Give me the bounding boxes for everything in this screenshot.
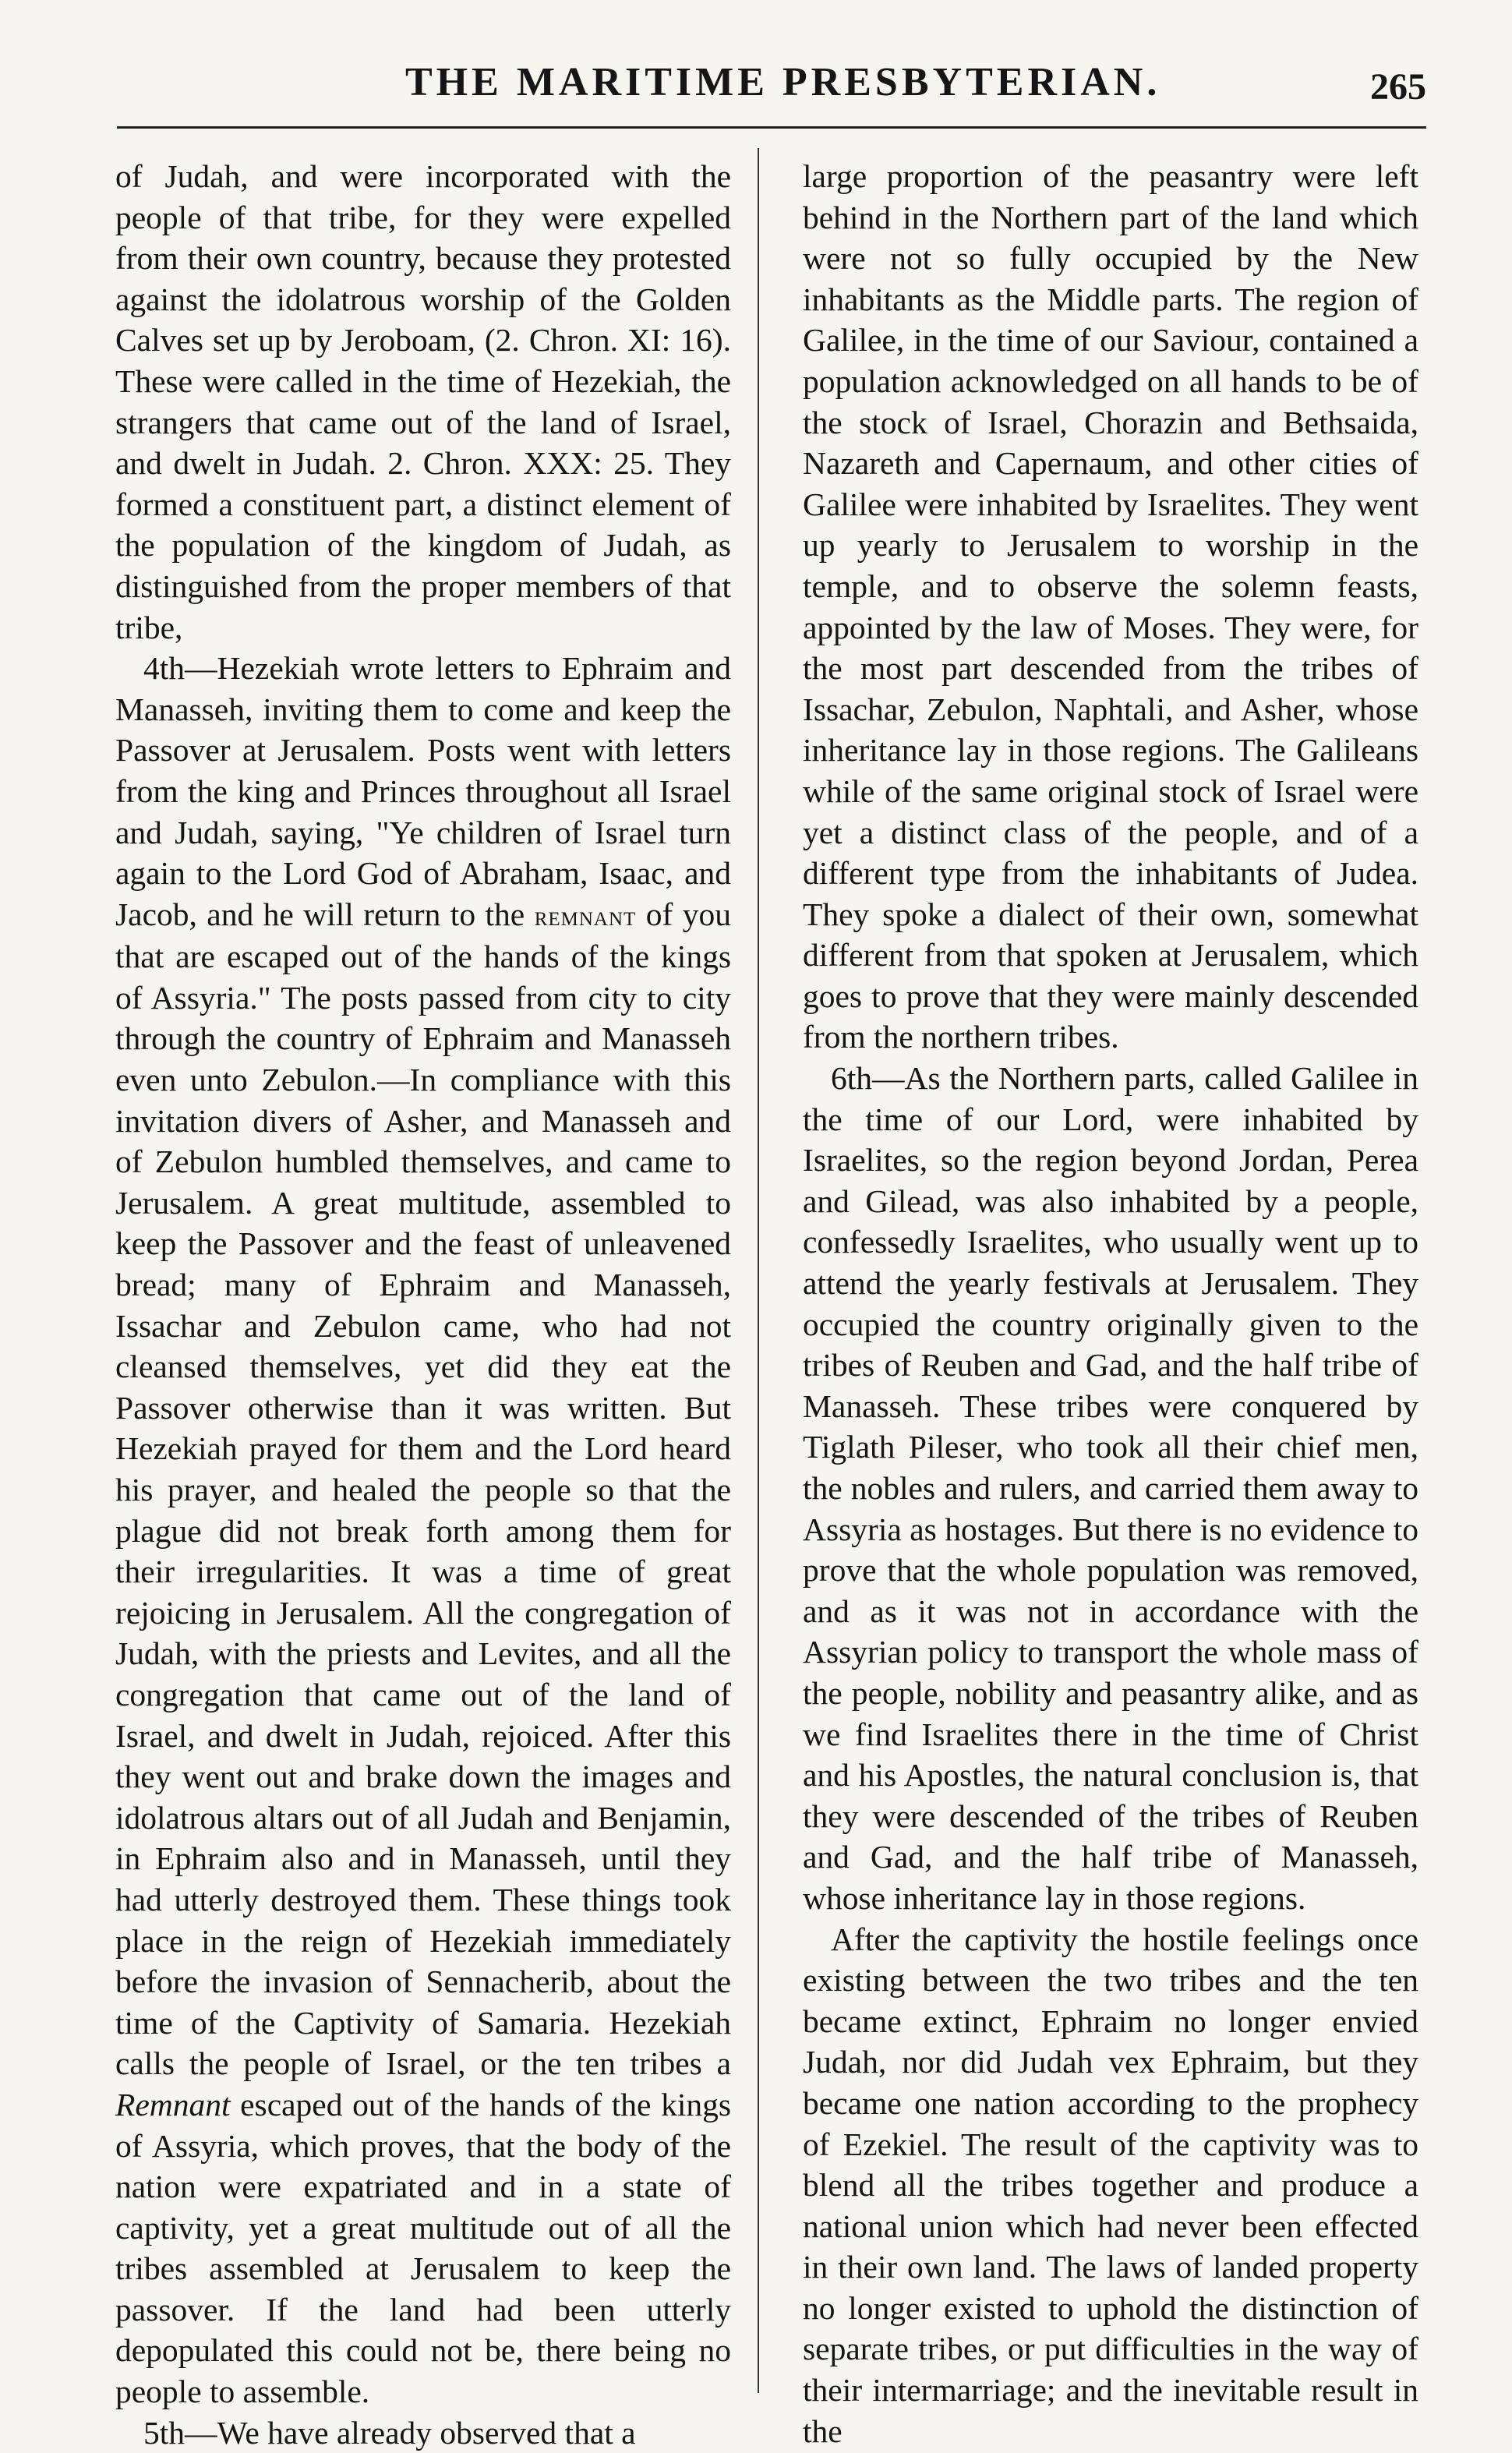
paragraph-text: of you that are escaped out of the hands of the kings of Assyria." The posts passed from city to city through the country of Ephraim and Manasseh even unto Zebulon.—In compliance with this invitation divers of Asher, and Manasseh and of Zebulon humbled themselves, and came to Jerusalem. A great multitude, assembled to keep the Passover and the feast of unleavened bread; many of Ephraim and Manasseh, Issachar and Zebulon came, who had not cleansed themselves, yet did they eat the Passover otherwise than it was written. But Hezekiah prayed for them and the Lord heard his prayer, and healed the people so that the plague did not break forth among them for their irregularities. It was a time of great rejoicing in Jerusalem. All the congregation of Judah, with the priests and Levites, and all the congregation that came out of the land of Israel, and dwelt in Judah, rejoiced. After this they went out and brake down the images and idolatrous altars out of all Judah and Benjamin, in Ephraim also and in Manasseh, until they had utterly destroyed them. These things took place in the reign of Hezekiah immediately before the invasion of Sennacherib, about the time of the Captivity of Samaria. Hezekiah calls the people of Israel, or the ten tribes a (115, 896, 732, 2082)
paragraph: large proportion of the peasantry were left behind in the Northern part of the land which were not so fully occupied by the New inhabitants as the Middle parts. The region of Galilee, in the time of our Saviour, contained a population acknowledged on all hands to be of the stock of Israel, Chorazin and Bethsaida, Nazareth and Capernaum, and other cities of Galilee were inhabited by Israelites. They went up yearly to Jerusalem to worship in the temple, and to observe the solemn feasts, appointed by the law of Moses. They were, for the most part descended from the tribes of Issachar, Zebulon, Naphtali, and Asher, whose inheritance lay in those regions. The Galileans while of the same original stock of Israel were yet a distinct class of the people, and of a different type from the inhabitants of Judea. They spoke a dialect of their own, somewhat different from that spoken at Jerusalem, which goes to prove that they were mainly descended from the northern tribes. (803, 158, 1418, 1055)
page-number: 265 (1370, 66, 1426, 108)
page-header (117, 56, 1426, 129)
paragraph (115, 648, 731, 2412)
paragraph: After the captivity the hostile feelings once existing between the two tribes and the ten became extinct, Ephraim no longer envied Judah, nor did Judah vex Ephraim, but they became one nation according to the prophecy of Ezekiel. The result of the captivity was to blend all the tribes together and produce a national union which had never been effected in their own land. The laws of landed property no longer existed to uphold the distinction of separate tribes, or put difficulties in the way of their intermarriage; and the inevitable result in the (803, 1921, 1418, 2449)
right-column (803, 156, 1418, 2449)
paragraph-text: escaped out of the hands of the kings of Assyria, which proves, that the body of the nation were expatriated and in a state of captivity, yet a great multitude out of all the tribes assembled at Jerusalem to keep the passover. If the land had been utterly depopulated this could not be, there being no people to assemble. (115, 2086, 731, 2410)
running-title: THE MARITIME PRESBYTERIAN. (405, 60, 1161, 104)
paragraph: of Judah, and were incorporated with the people of that tribe, for they were expelled from their own country, because they protested against the idolatrous worship of the Golden Calves set up by Jeroboam, (2. Chron. XI: 16). These were called in the time of Hezekiah, the strangers that came out of the land of Israel, and dwelt in Judah. 2. Chron. XXX: 25. They formed a constituent part, a distinct element of the population of the kingdom of Judah, as distinguished from the proper members of that tribe, (115, 158, 731, 645)
small-caps-word: remnant (534, 900, 637, 931)
paragraph: 5th—We have already observed that a (143, 2414, 636, 2451)
left-column (115, 156, 732, 2451)
paragraph-text: 4th—Hezekiah wrote letters to Ephraim and Manasseh, inviting them to come and keep the Passover at Jerusalem. Posts went with letters from the king and Princes throughout all Israel and Judah, saying, "Ye children of Israel turn again to the Lord God of Abraham, Isaac, and Jacob, and he will return to the (115, 650, 731, 932)
italic-word: Remnant (115, 2086, 231, 2123)
paragraph: 6th—As the Northern parts, called Galilee in the time of our Lord, were inhabited by Israelites, so the region beyond Jordan, Perea and Gilead, was also inhabited by a people, confessedly Israelites, who usually went up to attend the yearly festivals at Jerusalem. They occupied the country originally given to the tribes of Reuben and Gad, and the half tribe of Manasseh. These tribes were conquered by Tiglath Pileser, who took all their chief men, the nobles and rulers, and carried them away to Assyria as hostages. But there is no evidence to prove that the whole population was removed, and as it was not in accordance with the Assyrian policy to transport the whole mass of the people, nobility and peasantry alike, and as we find Israelites there in the time of Christ and his Apostles, the natural conclusion is, that they were descended of the tribes of Reuben and Gad, and the half tribe of Manasseh, whose inheritance lay in those regions. (803, 1060, 1418, 1916)
column-divider (758, 148, 759, 2393)
